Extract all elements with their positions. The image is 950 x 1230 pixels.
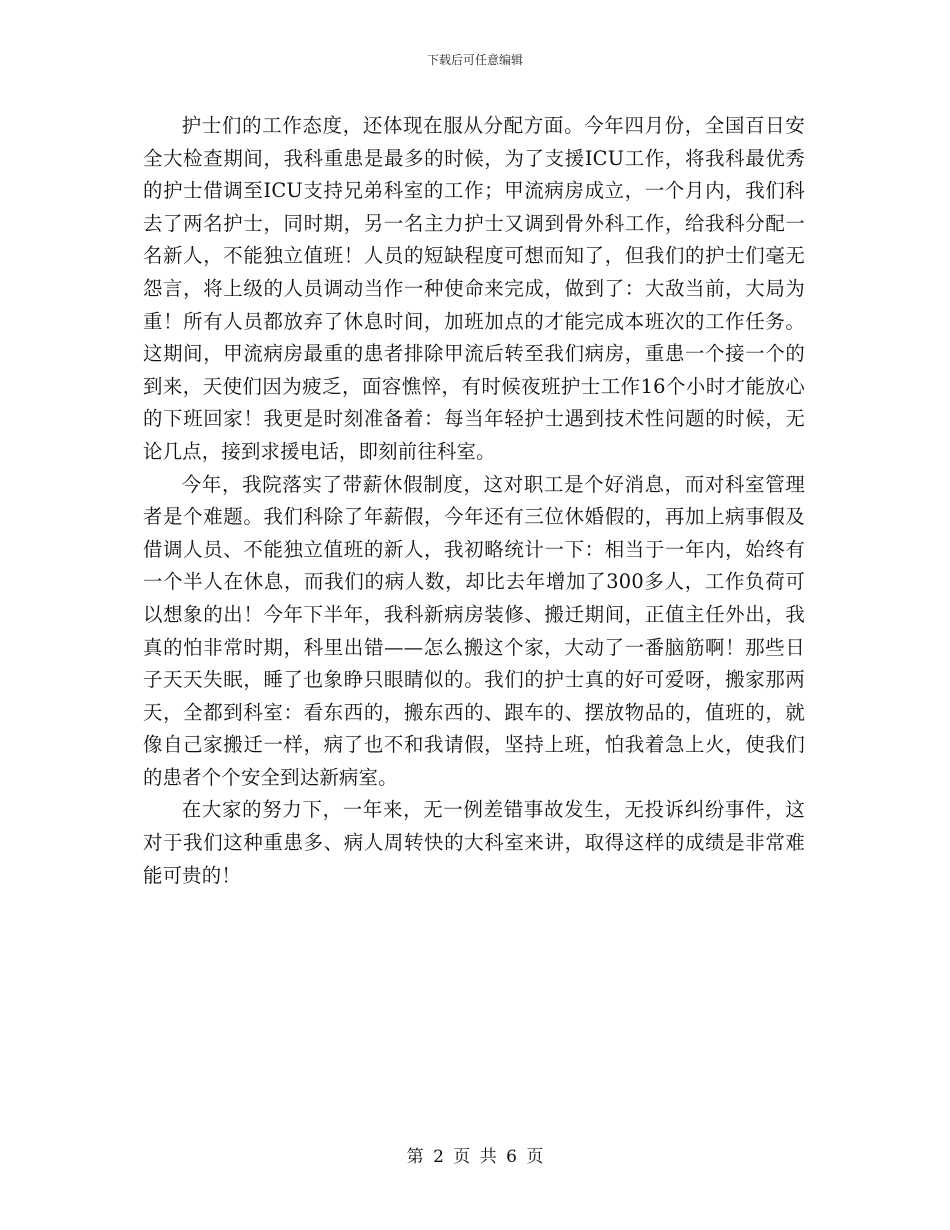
page-number: 第 2 页 共 6 页 [406, 1147, 544, 1167]
paragraph-paid-leave: 今年，我院落实了带薪休假制度，这对职工是个好消息，而对科室管理者是个难题。我们科除了年薪假，今年还有三位休婚假的，再加上病事假及借调人员、不能独立值班的新人，我初略统计一下：相当于一年内，始终有一个半人在休息，而我们的病人数，却比去年增加了300多人，工作负荷可以想象的出！今年下半年，我科新病房装修、搬迁期间，正值主任外出，我真的怕非常时期，科里出错——怎么搬这个家，大动了一番脑筋啊！那些日子天天失眠，睡了也象睁只眼睛似的。我们的护士真的好可爱呀，搬家那两天，全都到科室：看东西的，搬东西的、跟车的、摆放物品的，值班的，就像自己家搬迁一样，病了也不和我请假，坚持上班，怕我着急上火，使我们的患者个个安全到达新病室。 [143, 472, 805, 789]
paragraph-achievement: 在大家的努力下，一年来，无一例差错事故发生，无投诉纠纷事件，这对于我们这种重患多、病人周转快的大科室来讲，取得这样的成绩是非常难能可贵的！ [143, 798, 805, 887]
paragraph-staff-assignment: 护士们的工作态度，还体现在服从分配方面。今年四月份，全国百日安全大检查期间，我科重患是最多的时候，为了支援ICU工作，将我科最优秀的护士借调至ICU支持兄弟科室的工作；甲流病房成立，一个月内，我们科去了两名护士，同时期，另一名主力护士又调到骨外科工作，给我科分配一名新人，不能独立值班！人员的短缺程度可想而知了，但我们的护士们毫无怨言，将上级的人员调动当作一种使命来完成，做到了：大敌当前，大局为重！所有人员都放弃了休息时间，加班加点的才能完成本班次的工作任务。这期间，甲流病房最重的患者排除甲流后转至我们病房，重患一个接一个的到来，天使们因为疲乏，面容憔悴，有时候夜班护士工作16个小时才能放心的下班回家！我更是时刻准备着：每当年轻护士遇到技术性问题的时候，无论几点，接到求援电话，即刻前往科室。 [143, 114, 805, 463]
document-body [143, 110, 805, 892]
page-header-note: 下载后可任意编辑 [426, 53, 523, 67]
